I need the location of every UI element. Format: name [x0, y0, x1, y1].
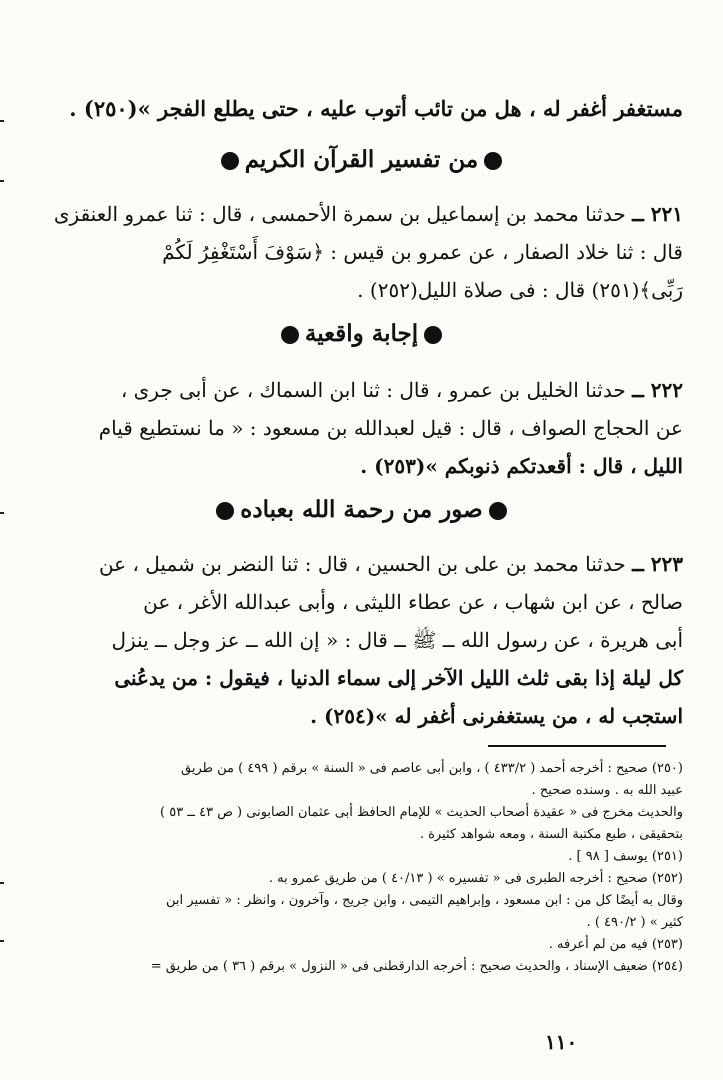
bullet-icon — [484, 152, 502, 170]
footnote-separator — [488, 745, 666, 747]
footnote-line: عبيد الله به . وسنده صحيح . — [531, 783, 683, 798]
hadith-223-line-2: صالح ، عن ابن شهاب ، عن عطاء الليثى ، وأبى عبدالله الأغر ، عن — [143, 590, 683, 614]
hadith-number: ٢٢٣ ــ — [632, 552, 683, 576]
footnote-line: والحديث مخرج فى « عقيدة أصحاب الحديث » للإمام الحافظ أبى عثمان الصابونى ( ص ٤٣ ــ ٥٣ ) — [160, 805, 683, 820]
line-text: حدثنا محمد بن إسماعيل بن سمرة الأحمسى ، قال : ثنا عمرو العنقزى — [53, 202, 626, 226]
hadith-223-line-1 — [99, 546, 683, 582]
line-text: حدثنا الخليل بن عمرو ، قال : ثنا ابن السماك ، عن أبى جرى ، — [120, 378, 626, 402]
hadith-223-line-3: أبى هريرة ، عن رسول الله ــ ﷺ ــ قال : « إن الله ــ عز وجل ــ ينزل — [111, 628, 683, 652]
footnote-line: بتحقيقى ، طبع مكتبة السنة ، ومعه شواهد كثيرة . — [419, 827, 683, 842]
bullet-icon — [281, 326, 299, 344]
margin-mark — [0, 940, 4, 942]
footnote-line: (٢٥٤) ضعيف الإسناد ، والحديث صحيح : أخرجه الدارقطنى فى « النزول » برقم ( ٣٦ ) من طريق = — [150, 959, 683, 974]
hadith-221-line-2: قال : ثنا خلاد الصفار ، عن عمرو بن قيس : ﴿سَوْفَ أَسْتَغْفِرُ لَكُمْ — [162, 240, 683, 264]
heading-text: إجابة واقعية — [304, 320, 419, 347]
hadith-223-line-4: كل ليلة إذا بقى ثلث الليل الآخر إلى سماء الدنيا ، فيقول : من يدعُنى — [114, 666, 683, 690]
footnote-line: (٢٥١) يوسف [ ٩٨ ] . — [568, 849, 683, 864]
bullet-icon — [424, 326, 442, 344]
margin-mark — [0, 882, 4, 884]
bullet-icon — [216, 502, 234, 520]
footnote-line: (٢٥٣) فيه من لم أعرفه . — [548, 937, 683, 952]
footnote-line: (٢٥٠) صحيح : أخرجه أحمد ( ٤٣٣/٢ ) ، وابن أبى عاصم فى « السنة » برقم ( ٤٩٩ ) من طريق — [181, 761, 683, 776]
margin-mark — [0, 180, 4, 182]
section-heading-tafsir — [0, 146, 723, 173]
hadith-number: ٢٢١ ــ — [632, 202, 683, 226]
hadith-221-line-1 — [54, 196, 683, 232]
hadith-222-line-1 — [121, 372, 683, 408]
heading-text: صور من رحمة الله بعباده — [240, 496, 483, 523]
margin-mark — [0, 512, 4, 514]
line-text: حدثنا محمد بن على بن الحسين ، قال : ثنا النضر بن شميل ، عن — [98, 552, 626, 576]
hadith-221-line-3: رَبِّى﴾(٢٥١) قال : فى صلاة الليل(٢٥٢) . — [357, 278, 683, 302]
hadith-222-line-2: عن الحجاج الصواف ، قال : قيل لعبدالله بن مسعود : « ما نستطيع قيام — [98, 416, 683, 440]
footnote-line: كثير » ( ٤٩٠/٢ ) . — [586, 915, 683, 930]
bullet-icon — [489, 502, 507, 520]
hadith-222-line-3: الليل ، قال : أقعدتكم ذنوبكم »(٢٥٣) . — [360, 454, 683, 478]
footnote-line: (٢٥٢) صحيح : أخرجه الطبرى فى « تفسيره » ( ٤٠/١٣ ) من طريق عمرو به . — [268, 871, 683, 886]
footnotes — [33, 758, 683, 978]
footnote-line: وقال به أيضًا كل من : ابن مسعود ، وإبراهيم التيمى ، وابن جريج ، وآخرون ، وانظر : « تفسير ابن — [166, 893, 683, 908]
section-heading-ijaba — [0, 320, 723, 347]
section-heading-suwar — [0, 496, 723, 523]
hadith-223-line-5: استجب له ، من يستغفرنى أغفر له »(٢٥٤) . — [310, 704, 683, 728]
page-number: ١١٠ — [545, 1030, 578, 1054]
heading-text: من تفسير القرآن الكريم — [244, 146, 479, 173]
margin-mark — [0, 120, 4, 122]
hadith-number: ٢٢٢ ــ — [632, 378, 683, 402]
continuation-line: مستغفر أغفر له ، هل من تائب أتوب عليه ، حتى يطلع الفجر »(٢٥٠) . — [69, 96, 683, 121]
bullet-icon — [221, 152, 239, 170]
